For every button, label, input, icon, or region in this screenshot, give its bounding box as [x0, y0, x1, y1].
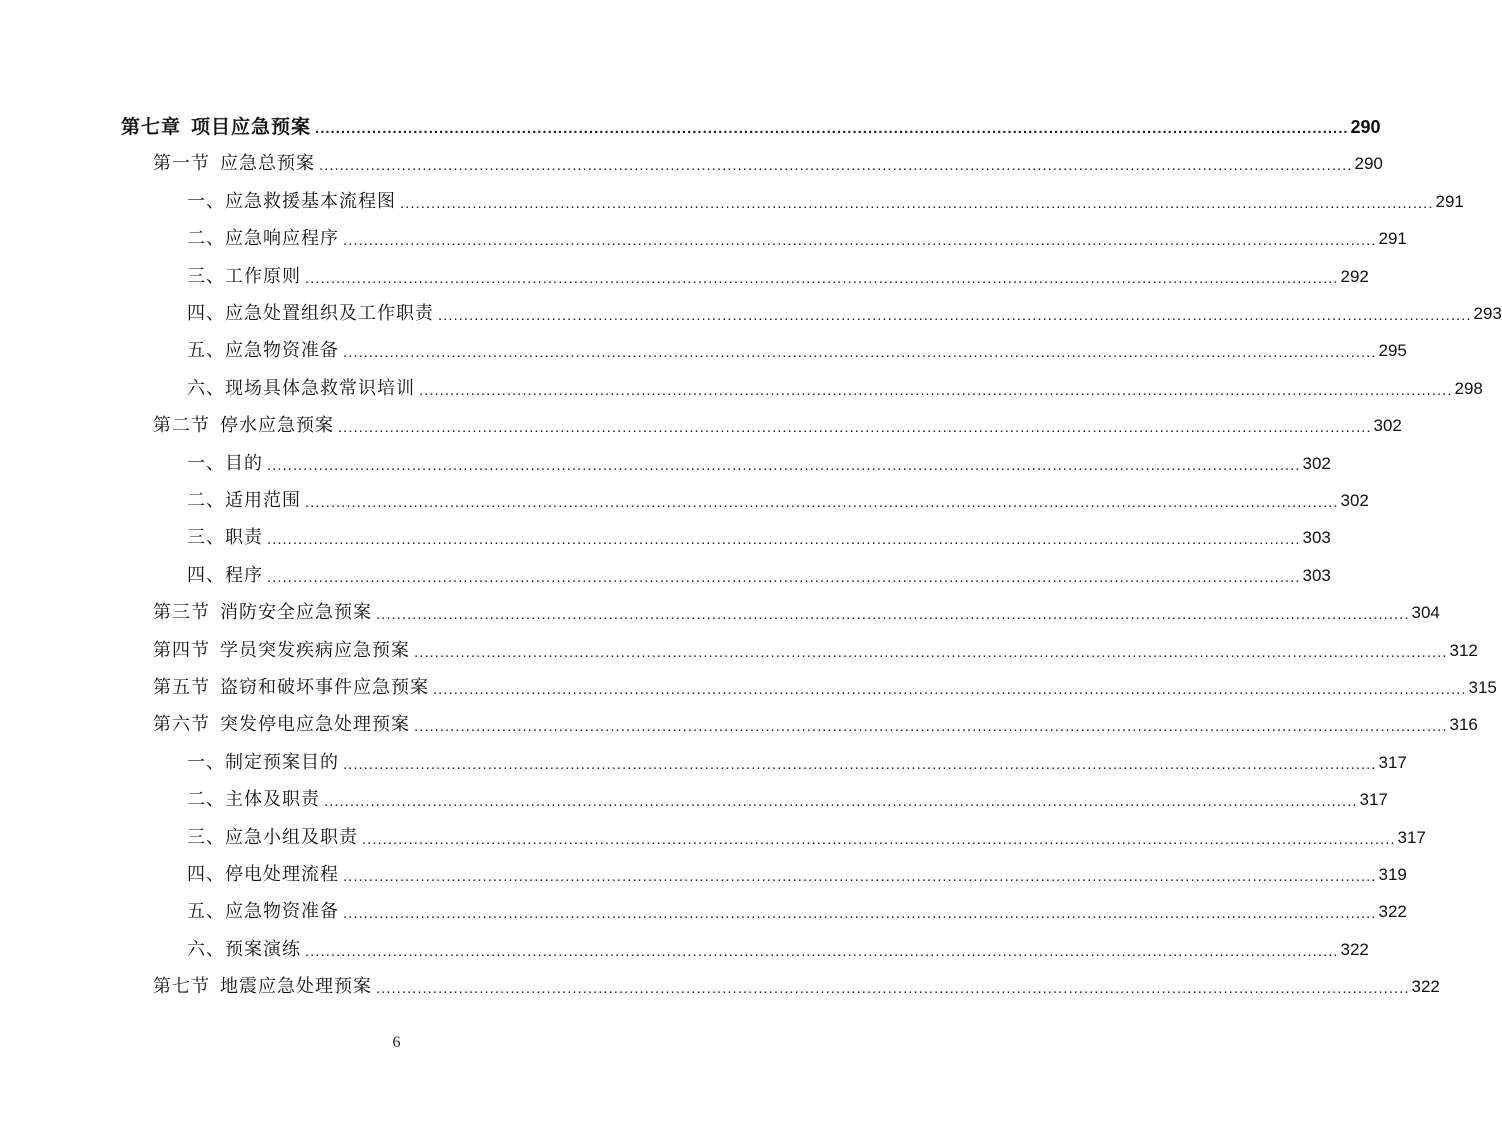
toc-leader-dots: ........................................................................................................................................................................................................ — [343, 344, 1377, 362]
toc-entry-title — [187, 303, 434, 325]
toc-subsection-entry — [187, 183, 1464, 213]
toc-subsection-entry — [187, 781, 1388, 811]
toc-entry-text: 工作原则 — [225, 265, 301, 287]
toc-entry-title — [187, 527, 263, 549]
toc-entry-label: 六、 — [187, 377, 225, 399]
toc-page-number: 290 — [1350, 117, 1381, 137]
toc-section-entry — [153, 407, 1402, 437]
toc-leader-dots: ........................................................................................................................................................................................................ — [305, 942, 1339, 960]
toc-entry-label: 五、 — [187, 901, 225, 923]
toc-entry-title — [187, 901, 339, 923]
toc-subsection-entry — [187, 744, 1407, 774]
toc-entry-title — [187, 752, 339, 774]
toc-entry-title — [187, 827, 358, 849]
toc-page-number: 303 — [1302, 528, 1331, 548]
toc-leader-dots: ........................................................................................................................................................................................................ — [305, 494, 1339, 511]
toc-entry-title — [153, 677, 429, 699]
toc-leader-dots: ........................................................................................................................................................................................................ — [324, 793, 1358, 811]
toc-entry-text: 项目应急预案 — [191, 116, 312, 138]
toc-page-number: 302 — [1373, 416, 1402, 436]
toc-entry-label: 二、 — [187, 789, 225, 811]
toc-leader-dots: ........................................................................................................................................................................................................ — [376, 606, 1410, 624]
toc-entry-title — [187, 453, 263, 475]
toc-entry-title — [187, 340, 339, 362]
toc-entry-label: 六、 — [187, 938, 225, 960]
toc-entry-label: 三、 — [187, 527, 225, 549]
toc-leader-dots: ........................................................................................................................................................................................................ — [338, 419, 1372, 437]
toc-page-number: 304 — [1411, 603, 1440, 623]
toc-leader-dots: ........................................................................................................................................................................................................ — [438, 307, 1472, 324]
toc-entry-text: 职责 — [225, 527, 263, 549]
toc-page-number: 316 — [1449, 715, 1478, 735]
toc-entry-text: 应急物资准备 — [225, 340, 339, 362]
toc-entry-text: 适用范围 — [225, 490, 301, 511]
toc-entry-title — [153, 153, 315, 175]
toc-entry-label: 第一节 — [153, 153, 210, 175]
toc-entry-title — [187, 864, 339, 886]
toc-subsection-entry — [187, 220, 1407, 250]
toc-leader-dots: ........................................................................................................................................................................................................ — [343, 868, 1377, 885]
toc-subsection-entry — [187, 482, 1369, 512]
toc-subsection-entry — [187, 931, 1369, 961]
toc-subsection-entry — [187, 893, 1407, 923]
toc-entry-text: 程序 — [225, 564, 263, 586]
toc-entry-text: 主体及职责 — [225, 789, 320, 811]
toc-entry-title — [153, 415, 334, 437]
toc-entry-title — [187, 939, 301, 961]
toc-entry-text: 应急响应程序 — [225, 228, 339, 250]
toc-entry-text: 制定预案目的 — [225, 751, 339, 773]
toc-entry-title — [153, 976, 372, 998]
toc-entry-text: 停电处理流程 — [225, 864, 339, 885]
toc-entry-text: 预案演练 — [225, 938, 301, 960]
toc-entry-text: 地震应急处理预案 — [220, 976, 372, 998]
toc-entry-label: 第三节 — [153, 602, 210, 624]
toc-leader-dots: ........................................................................................................................................................................................................ — [305, 269, 1339, 287]
toc-subsection-entry — [187, 370, 1483, 400]
toc-leader-dots: ........................................................................................................................................................................................................ — [400, 194, 1434, 212]
toc-section-entry — [153, 145, 1383, 175]
toc-leader-dots: ........................................................................................................................................................................................................ — [315, 120, 1349, 137]
toc-page-number: 291 — [1435, 191, 1464, 211]
toc-subsection-entry — [187, 332, 1407, 362]
toc-entry-label: 四、 — [187, 864, 225, 885]
toc-entry-label: 三、 — [187, 826, 225, 848]
toc-entry-text: 应急处置组织及工作职责 — [225, 303, 434, 324]
toc-page-number: 293 — [1473, 304, 1502, 323]
toc-entry-title — [153, 602, 372, 624]
toc-entry-text: 停水应急预案 — [220, 415, 334, 437]
toc-page-number: 322 — [1378, 902, 1407, 922]
toc-entry-title — [187, 490, 301, 512]
toc-page-number: 302 — [1302, 453, 1331, 473]
toc-section-entry — [153, 669, 1497, 699]
toc-entry-label: 第六节 — [153, 714, 210, 736]
toc-entry-text: 应急救援基本流程图 — [225, 190, 396, 212]
toc-subsection-entry — [187, 295, 1502, 325]
toc-page-number: 315 — [1468, 678, 1497, 697]
toc-entry-label: 五、 — [187, 340, 225, 362]
toc-page-number: 319 — [1378, 865, 1407, 884]
toc-entry-label: 第七章 — [121, 116, 182, 138]
toc-entry-title — [187, 228, 339, 250]
toc-entry-label: 一、 — [187, 190, 225, 212]
toc-page-number: 291 — [1378, 229, 1407, 249]
toc-subsection-entry — [187, 519, 1331, 549]
toc-entry-label: 一、 — [187, 452, 225, 474]
toc-leader-dots: ........................................................................................................................................................................................................ — [343, 232, 1377, 250]
toc-entry-text: 应急总预案 — [220, 153, 315, 175]
toc-entry-label: 第七节 — [153, 976, 210, 998]
toc-page-number: 298 — [1454, 378, 1483, 398]
toc-entry-label: 第四节 — [153, 639, 210, 661]
toc-page-number: 317 — [1397, 827, 1426, 847]
toc-section-entry — [153, 968, 1440, 998]
toc-subsection-entry — [187, 819, 1426, 849]
toc-subsection-entry — [187, 258, 1369, 288]
toc-subsection-entry — [187, 445, 1331, 475]
toc-entry-label: 三、 — [187, 265, 225, 287]
toc-entry-text: 突发停电应急处理预案 — [220, 714, 410, 736]
toc-leader-dots: ........................................................................................................................................................................................................ — [414, 718, 1448, 736]
toc-section-entry — [153, 706, 1478, 736]
toc-page-number: 303 — [1302, 565, 1331, 585]
toc-entry-title — [121, 116, 311, 138]
toc-leader-dots: ........................................................................................................................................................................................................ — [414, 643, 1448, 661]
toc-entry-text: 学员突发疾病应急预案 — [220, 639, 410, 661]
toc-leader-dots: ........................................................................................................................................................................................................ — [343, 755, 1377, 773]
toc-leader-dots: ........................................................................................................................................................................................................ — [267, 531, 1301, 549]
toc-leader-dots: ........................................................................................................................................................................................................ — [267, 568, 1301, 586]
toc-entry-title — [187, 378, 415, 400]
toc-entry-label: 一、 — [187, 751, 225, 773]
toc-leader-dots: ........................................................................................................................................................................................................ — [343, 905, 1377, 923]
toc-entry-label: 第五节 — [153, 677, 210, 698]
toc-entry-title — [187, 789, 320, 811]
toc-leader-dots: ........................................................................................................................................................................................................ — [319, 157, 1353, 175]
toc-section-entry — [153, 594, 1440, 624]
toc-entry-text: 目的 — [225, 452, 263, 474]
toc-entry-text: 应急小组及职责 — [225, 826, 358, 848]
toc-leader-dots: ........................................................................................................................................................................................................ — [362, 830, 1396, 848]
toc-leader-dots: ........................................................................................................................................................................................................ — [419, 381, 1453, 399]
toc-entry-title — [187, 565, 263, 587]
toc-page-number: 322 — [1340, 939, 1369, 959]
toc-page-number: 302 — [1340, 491, 1369, 510]
toc-entry-label: 二、 — [187, 228, 225, 250]
toc-page-number: 322 — [1411, 977, 1440, 997]
toc-entry-title — [187, 191, 396, 213]
toc-page-number: 290 — [1354, 154, 1383, 174]
toc-entry-text: 盗窃和破坏事件应急预案 — [220, 677, 429, 698]
toc-entry-label: 四、 — [187, 564, 225, 586]
toc-subsection-entry — [187, 856, 1407, 886]
toc-entry-title — [153, 640, 410, 662]
toc-page-number: 312 — [1449, 640, 1478, 660]
toc-page-number: 295 — [1378, 341, 1407, 361]
toc-entry-text: 应急物资准备 — [225, 901, 339, 923]
toc-leader-dots: ........................................................................................................................................................................................................ — [376, 980, 1410, 998]
toc-entry-label: 二、 — [187, 490, 225, 511]
toc-entry-text: 消防安全应急预案 — [220, 602, 372, 624]
page-number: 6 — [392, 1034, 401, 1051]
toc-leader-dots: ........................................................................................................................................................................................................ — [433, 681, 1467, 698]
toc-section-entry — [153, 632, 1478, 662]
toc-entry-label: 四、 — [187, 303, 225, 324]
toc-entry-text: 现场具体急救常识培训 — [225, 377, 415, 399]
toc-page-number: 292 — [1340, 266, 1369, 286]
toc-entry-label: 第二节 — [153, 415, 210, 437]
toc-entry-title — [153, 714, 410, 736]
toc-entry-title — [187, 266, 301, 288]
toc-page-number: 317 — [1359, 790, 1388, 810]
toc-page-number: 317 — [1378, 752, 1407, 772]
toc-leader-dots: ........................................................................................................................................................................................................ — [267, 456, 1301, 474]
toc-subsection-entry — [187, 557, 1331, 587]
toc-chapter-entry — [121, 108, 1381, 138]
